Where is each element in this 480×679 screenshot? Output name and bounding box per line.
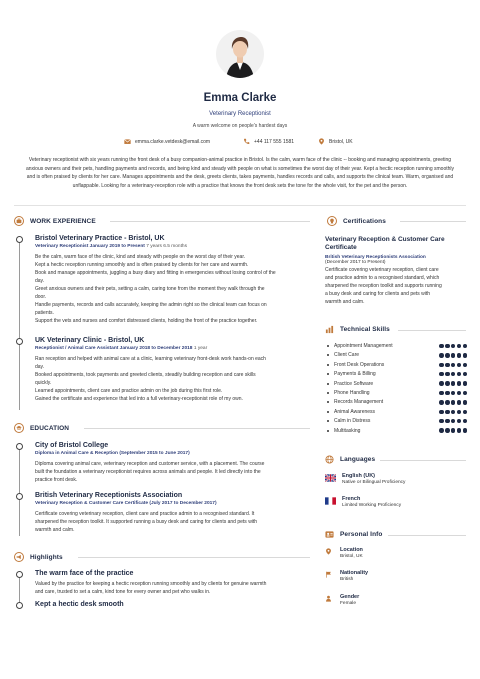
location-pin-icon xyxy=(318,138,325,145)
rating-dot xyxy=(451,381,456,386)
rating-dot xyxy=(451,400,456,405)
section-rule xyxy=(380,460,466,461)
education-subtitle: Diploma in Animal Care & Reception (September 2015 to June 2017) xyxy=(35,451,190,456)
skill-rating xyxy=(439,353,467,358)
skill-rating xyxy=(439,391,467,396)
personal-nationality xyxy=(325,570,368,582)
rating-dot xyxy=(451,363,456,368)
experience-entry xyxy=(35,337,305,403)
timeline-dot xyxy=(16,493,23,500)
person-card-icon xyxy=(325,530,334,539)
contact-email-text: emma.clarke.vetdesk@email.com xyxy=(135,138,211,145)
rating-dot xyxy=(445,410,450,415)
rating-dot xyxy=(445,419,450,424)
rating-dot xyxy=(457,400,462,405)
france-flag-icon xyxy=(325,497,336,505)
language-name: French xyxy=(342,496,361,502)
rating-dot xyxy=(445,372,450,377)
info-label: Gender xyxy=(340,594,360,600)
section-rule xyxy=(84,428,310,429)
skill-item xyxy=(327,351,467,359)
megaphone-icon xyxy=(14,552,24,562)
globe-icon xyxy=(325,455,334,464)
skill-rating xyxy=(439,363,467,368)
candidate-tagline: A warm welcome on people's hardest days xyxy=(192,123,288,129)
skill-item xyxy=(327,408,467,416)
info-value: Female xyxy=(340,601,356,606)
experience-description: Ran reception and helped with animal care at a clinic, learning veterinary front-desk work hands-on each day. Booked appointments, took payments and greeted clients, steadily building reception and care skills quickly. Learned appointments, client care and practice admin on the job during this first role. Gained the certificate and experience that led into a full veterinary-receptionist role of my own. xyxy=(35,356,266,402)
skill-rating xyxy=(439,400,467,405)
rating-dot xyxy=(445,363,450,368)
rating-dot xyxy=(463,428,468,433)
rating-dot xyxy=(463,363,468,368)
bullet-icon xyxy=(327,364,329,366)
skill-name: Calm in Distress xyxy=(334,418,371,425)
experience-title: Bristol Veterinary Practice - Bristol, UK xyxy=(35,235,165,242)
timeline-dot xyxy=(16,338,23,345)
skill-name: Practice Software xyxy=(334,380,374,387)
certifications-title: Certifications xyxy=(343,217,386,225)
phone-icon xyxy=(243,138,250,145)
experience-subtitle: Receptionist / Animal Care Assistant January 2018 to December 2018 1 year xyxy=(35,346,208,351)
education-entry xyxy=(35,492,305,534)
rating-dot xyxy=(463,353,468,358)
skill-item xyxy=(327,427,467,435)
languages-title: Languages xyxy=(340,456,376,463)
language-level: Limited Working Proficiency xyxy=(342,503,402,508)
certification-title: Veterinary Reception & Customer Care Certificate xyxy=(325,236,445,251)
rating-dot xyxy=(457,363,462,368)
skill-rating xyxy=(439,428,467,433)
header-divider xyxy=(14,205,466,206)
info-label: Location xyxy=(340,547,363,553)
skill-name: Payments & Billing xyxy=(334,371,376,378)
section-rule xyxy=(400,221,466,222)
education-heading xyxy=(14,423,69,433)
rating-dot xyxy=(439,400,444,405)
rating-dot xyxy=(457,372,462,377)
rating-dot xyxy=(439,391,444,396)
rating-dot xyxy=(439,353,444,358)
rating-dot xyxy=(451,353,456,358)
skill-name: Animal Awareness xyxy=(334,408,376,415)
rating-dot xyxy=(463,381,468,386)
profile-summary: Veterinary receptionist with six years running the front desk of a busy companion-animal practice in Bristol. Is the calm, warm face of the clinic -- booking and managing appointments, greeting anxious owners and their pets, handling payments and records, and being kind and steady with people on what is sometimes the worst day of their year. Kept a hectic reception running smoothly and is often praised by clients for her care. Manages appointments and the desk, greets clients, takes payments, handles records and calls, and supports the clinical team. Warm, organised and unflappable. Looking for a veterinary-reception role with a practice that knows the front desk sets the tone for the whole visit, for the pet and the person. xyxy=(25,157,455,189)
skill-rating xyxy=(439,419,467,424)
skill-name: Records Management xyxy=(334,399,384,406)
bullet-icon xyxy=(327,411,329,413)
rating-dot xyxy=(445,381,450,386)
info-value: Bristol, UK xyxy=(340,554,363,559)
rating-dot xyxy=(445,391,450,396)
highlight-description: Valued by the practice for keeping a hectic reception running smoothly and by clients for genuine warmth and care, trusted to set a calm, kind tone for every owner and pet who walks in. xyxy=(35,581,267,595)
rating-dot xyxy=(457,419,462,424)
rating-dot xyxy=(451,428,456,433)
language-name: English (UK) xyxy=(342,473,375,479)
bullet-icon xyxy=(327,354,329,356)
rating-dot xyxy=(463,372,468,377)
rating-dot xyxy=(457,391,462,396)
bullet-icon xyxy=(327,420,329,422)
personal-gender xyxy=(325,594,359,606)
language-item xyxy=(325,496,401,508)
highlight-title: The warm face of the practice xyxy=(35,570,134,577)
skill-rating xyxy=(439,381,467,386)
skill-item xyxy=(327,380,467,388)
rating-dot xyxy=(439,410,444,415)
timeline-dot xyxy=(16,236,23,243)
skill-item xyxy=(327,342,467,350)
contact-location-text: Bristol, UK xyxy=(329,138,353,145)
rating-dot xyxy=(457,344,462,349)
rating-dot xyxy=(451,419,456,424)
rating-dot xyxy=(457,410,462,415)
certifications-heading xyxy=(327,216,386,226)
rating-dot xyxy=(457,428,462,433)
skill-item xyxy=(327,417,467,425)
work-experience-title: WORK EXPERIENCE xyxy=(30,217,96,225)
skill-name: Client Care xyxy=(334,352,360,359)
work-experience-heading xyxy=(14,216,96,226)
language-level: Native or Bilingual Proficiency xyxy=(342,480,406,485)
rating-dot xyxy=(439,363,444,368)
bullet-icon xyxy=(327,373,329,375)
rating-dot xyxy=(457,353,462,358)
timeline-dot xyxy=(16,571,23,578)
bullet-icon xyxy=(327,401,329,403)
email-icon xyxy=(124,138,131,145)
flag-icon xyxy=(325,571,332,578)
highlights-title: Highlights xyxy=(30,553,63,561)
highlight-entry xyxy=(35,601,305,608)
certificate-icon xyxy=(327,216,337,226)
skill-name: Appointment Management xyxy=(334,343,393,349)
contact-phone[interactable] xyxy=(243,138,294,145)
skill-rating xyxy=(439,372,467,377)
skill-name: Multitasking xyxy=(334,427,361,434)
contact-bar xyxy=(0,138,480,148)
rating-dot xyxy=(463,419,468,424)
education-subtitle: Veterinary Reception & Customer Care Certificate (July 2017 to December 2017) xyxy=(35,501,217,506)
personal-info-title: Personal Info xyxy=(340,531,383,538)
skill-rating xyxy=(439,410,467,415)
rating-dot xyxy=(439,372,444,377)
graduation-cap-icon xyxy=(14,423,24,433)
rating-dot xyxy=(445,344,450,349)
experience-description: Be the calm, warm face of the clinic, kind and steady with people on the worst day of their year. Kept a hectic reception running smoothly and is often praised by clients for her care and warmth. Book and manage appointments, juggling a busy diary and fitting in emergencies without losing control of the day. Greet anxious owners and their pets, setting a calm, caring tone from the moment they walk through the door. Handle payments, records and calls accurately, keeping the admin right so the clinical team can focus on patients. Support the vets and nurses and comfort distressed clients, holding the front of the practice together. xyxy=(35,254,276,324)
education-title: British Veterinary Receptionists Association xyxy=(35,492,183,499)
bullet-icon xyxy=(327,430,329,432)
rating-dot xyxy=(463,344,468,349)
bullet-icon xyxy=(327,383,329,385)
technical-skills-heading xyxy=(325,325,390,334)
rating-dot xyxy=(451,410,456,415)
highlights-heading xyxy=(14,552,63,562)
highlight-title: Kept a hectic desk smooth xyxy=(35,601,124,608)
skill-rating xyxy=(439,344,467,349)
section-rule xyxy=(110,221,310,222)
info-label: Nationality xyxy=(340,570,369,576)
technical-skills-title: Technical Skills xyxy=(340,326,390,333)
timeline-dot xyxy=(16,602,23,609)
bullet-icon xyxy=(327,392,329,394)
certification-description: Certificate covering veterinary reception, client care and practice admin to a recognised standard, which sharpened the reception toolkit and supports running a busy desk and caring for clients and pets with warmth and calm. xyxy=(325,267,442,305)
rating-dot xyxy=(451,344,456,349)
rating-dot xyxy=(457,381,462,386)
rating-dot xyxy=(439,344,444,349)
education-title: EDUCATION xyxy=(30,424,70,432)
rating-dot xyxy=(451,372,456,377)
candidate-role: Veterinary Receptionist xyxy=(209,111,271,117)
uk-flag-icon xyxy=(325,474,336,482)
rating-dot xyxy=(451,391,456,396)
experience-entry xyxy=(35,235,305,325)
rating-dot xyxy=(445,428,450,433)
timeline-line xyxy=(19,240,20,410)
timeline-dot xyxy=(16,443,23,450)
experience-subtitle: Veterinary Receptionist January 2019 to Present 7 years 6.5 months xyxy=(35,244,187,249)
skill-name: Front Desk Operations xyxy=(334,361,385,368)
rating-dot xyxy=(445,400,450,405)
skill-item xyxy=(327,389,467,397)
language-item xyxy=(325,473,405,485)
contact-email[interactable] xyxy=(124,138,210,145)
skill-item xyxy=(327,398,467,406)
section-rule xyxy=(398,330,466,331)
certification-entry xyxy=(325,236,470,306)
skill-item xyxy=(327,361,467,369)
profile-photo xyxy=(216,30,264,78)
briefcase-icon xyxy=(14,216,24,226)
skill-item xyxy=(327,370,467,378)
personal-info-heading xyxy=(325,530,382,539)
rating-dot xyxy=(439,381,444,386)
rating-dot xyxy=(463,391,468,396)
rating-dot xyxy=(439,428,444,433)
rating-dot xyxy=(445,353,450,358)
education-title: City of Bristol College xyxy=(35,442,109,449)
candidate-name: Emma Clarke xyxy=(203,92,277,104)
rating-dot xyxy=(463,400,468,405)
skill-name: Phone Handling xyxy=(334,390,370,396)
section-rule xyxy=(78,557,310,558)
rating-dot xyxy=(463,410,468,415)
experience-title: UK Veterinary Clinic - Bristol, UK xyxy=(35,337,145,344)
personal-location xyxy=(325,547,363,559)
location-icon xyxy=(325,548,332,555)
contact-phone-text: +44 117 555 1581 xyxy=(254,138,295,145)
timeline-line xyxy=(19,446,20,536)
info-value: British xyxy=(340,577,354,582)
highlight-entry xyxy=(35,570,305,596)
education-description: Certificate covering veterinary reception, client care and practice admin to a recognised standard. It sharpened the reception toolkit. It supported running a busy desk and caring for clients and pets with warmth and calm. xyxy=(35,511,258,533)
rating-dot xyxy=(439,419,444,424)
person-icon xyxy=(325,595,332,602)
certification-issuer: British Veterinary Receptionists Association (December 2017 to Present) xyxy=(325,255,426,265)
education-entry xyxy=(35,442,305,484)
languages-heading xyxy=(325,455,375,464)
contact-location xyxy=(318,138,353,145)
section-rule xyxy=(388,535,466,536)
skills-icon xyxy=(325,325,334,334)
education-description: Diploma covering animal care, veterinary reception and customer service, with a placement. The course built the foundation a veterinary receptionist requires across animals and people. It led directly into the practice front desk. xyxy=(35,461,265,483)
bullet-icon xyxy=(327,345,329,347)
